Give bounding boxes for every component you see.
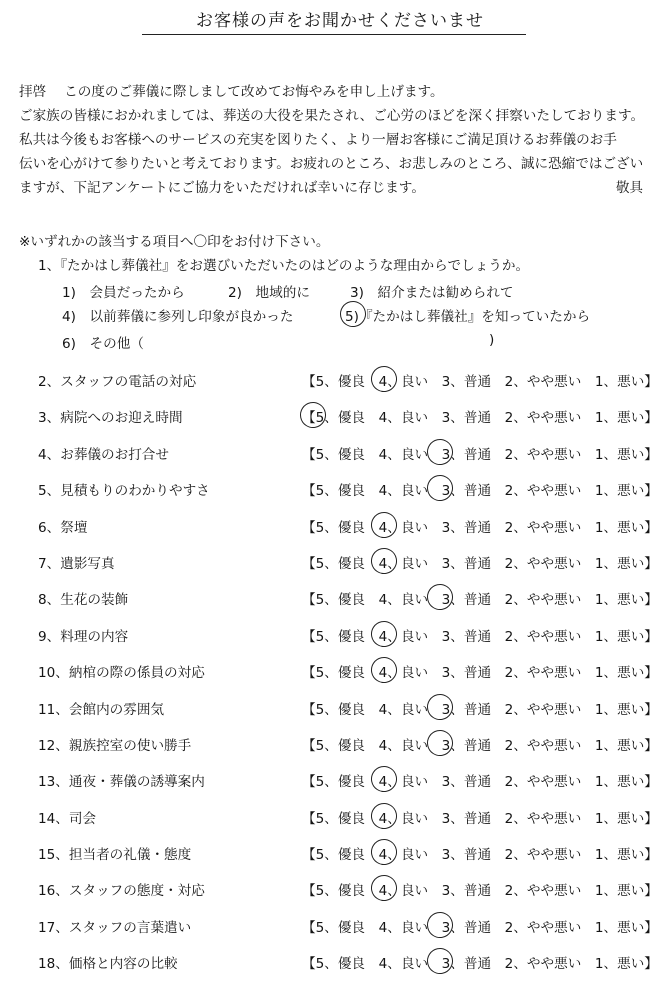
question-label: 3、病院へのお迎え時間 (38, 410, 183, 427)
intro-letter (19, 80, 659, 200)
option-2[interactable]: 2) 地域的に (228, 285, 310, 301)
question-label: 2、スタッフの電話の対応 (38, 374, 197, 390)
rating-row (0, 731, 670, 767)
option-3[interactable]: 3) 紹介または勧められて (350, 285, 514, 301)
rating-scale[interactable]: 【5、優良 4、良い 3、普通 2、やや悪い 1、悪い】 (302, 446, 658, 463)
option-5[interactable]: 5)『たかはし葬儀社』を知っていたから (345, 309, 591, 325)
rating-scale[interactable]: 【5、優良 4、良い 3、普通 2、やや悪い 1、悪い】 (302, 592, 658, 609)
rating-row (0, 695, 670, 731)
question-label: 10、納棺の際の係員の対応 (38, 665, 205, 682)
rating-scale[interactable]: 【5、優良 4、良い 3、普通 2、やや悪い 1、悪い】 (302, 810, 658, 827)
option-4[interactable]: 4) 以前葬儀に参列し印象が良かった (62, 309, 294, 325)
title-underline (142, 34, 526, 35)
rating-scale[interactable]: 【5、優良 4、良い 3、普通 2、やや悪い 1、悪い】 (302, 774, 658, 791)
rating-scale[interactable]: 【5、優良 4、良い 3、普通 2、やや悪い 1、悪い】 (302, 410, 658, 427)
question-label: 16、スタッフの態度・対応 (38, 883, 205, 900)
question-label: 9、料理の内容 (38, 628, 129, 645)
question-1-label: 1、『たかはし葬儀社』をお選びいただいたのはどのような理由からでしょうか。 (38, 258, 530, 274)
rating-row (0, 658, 670, 694)
rating-scale[interactable]: 【5、優良 4、良い 3、普通 2、やや悪い 1、悪い】 (302, 919, 658, 936)
question-label: 8、生花の装飾 (38, 592, 129, 609)
closing-keigu: 敬具 (615, 180, 643, 196)
rating-scale[interactable]: 【5、優良 4、良い 3、普通 2、やや悪い 1、悪い】 (302, 883, 658, 900)
intro-line: 伝いを心がけて参りたいと考えております。お疲れのところ、お悲しみのところ、誠に恐縮ではござい (19, 156, 644, 172)
rating-row (0, 767, 670, 803)
question-label: 17、スタッフの言葉遣い (38, 919, 192, 936)
rating-scale[interactable]: 【5、優良 4、良い 3、普通 2、やや悪い 1、悪い】 (302, 483, 658, 500)
question-label: 14、司会 (38, 810, 97, 827)
rating-row (0, 840, 670, 876)
intro-line: ますが、下記アンケートにご協力をいただければ幸いに存じます。 (19, 180, 425, 196)
intro-line: ご家族の皆様におかれましては、葬送の大役を果たされ、ご心労のほどを深く拝察いたしております。 (19, 108, 645, 124)
rating-scale[interactable]: 【5、優良 4、良い 3、普通 2、やや悪い 1、悪い】 (302, 737, 658, 754)
instruction-note: ※いずれかの該当する項目へ〇印をお付け下さい。 (19, 234, 330, 250)
rating-row (0, 513, 670, 549)
rating-scale[interactable]: 【5、優良 4、良い 3、普通 2、やや悪い 1、悪い】 (302, 665, 658, 682)
rating-row (0, 440, 670, 476)
option-6[interactable]: 6) その他（ (62, 336, 144, 352)
rating-scale[interactable]: 【5、優良 4、良い 3、普通 2、やや悪い 1、悪い】 (302, 555, 658, 572)
question-label: 5、見積もりのわかりやすさ (38, 483, 210, 500)
rating-row (0, 403, 670, 439)
question-label: 11、会館内の雰囲気 (38, 701, 165, 718)
question-label: 18、価格と内容の比較 (38, 956, 178, 973)
rating-scale[interactable]: 【5、優良 4、良い 3、普通 2、やや悪い 1、悪い】 (302, 519, 658, 536)
survey-title: お客様の声をお聞かせくださいませ (196, 11, 484, 31)
rating-row (0, 549, 670, 585)
question-label: 15、担当者の礼儀・態度 (38, 847, 192, 864)
rating-scale[interactable]: 【5、優良 4、良い 3、普通 2、やや悪い 1、悪い】 (302, 847, 658, 864)
question-label: 4、お葬儀のお打合せ (38, 446, 169, 463)
rating-row (0, 622, 670, 658)
option-1[interactable]: 1) 会員だったから (62, 285, 185, 301)
rating-row (0, 949, 670, 985)
intro-line: 拝啓 この度のご葬儀に際しまして改めてお悔やみを申し上げます。 (19, 84, 444, 100)
rating-row (0, 804, 670, 840)
question-label: 6、祭壇 (38, 519, 88, 536)
intro-line: 私共は今後もお客様へのサービスの充実を図りたく、より一層お客様にご満足頂けるお葬儀のお手 (19, 132, 617, 148)
intro-last-line (19, 176, 643, 200)
rating-row (0, 367, 670, 403)
option-6-close-paren: ) (489, 332, 495, 348)
question-label: 7、遺影写真 (38, 555, 115, 572)
rating-scale[interactable]: 【5、優良 4、良い 3、普通 2、やや悪い 1、悪い】 (302, 956, 658, 973)
rating-row (0, 585, 670, 621)
rating-scale[interactable]: 【5、優良 4、良い 3、普通 2、やや悪い 1、悪い】 (302, 628, 658, 645)
rating-questions (0, 367, 670, 986)
rating-scale[interactable]: 【5、優良 4、良い 3、普通 2、やや悪い 1、悪い】 (302, 374, 658, 390)
question-label: 12、親族控室の使い勝手 (38, 737, 192, 754)
rating-row (0, 476, 670, 512)
rating-row (0, 913, 670, 949)
rating-row (0, 876, 670, 912)
question-label: 13、通夜・葬儀の誘導案内 (38, 774, 205, 791)
rating-scale[interactable]: 【5、優良 4、良い 3、普通 2、やや悪い 1、悪い】 (302, 701, 658, 718)
